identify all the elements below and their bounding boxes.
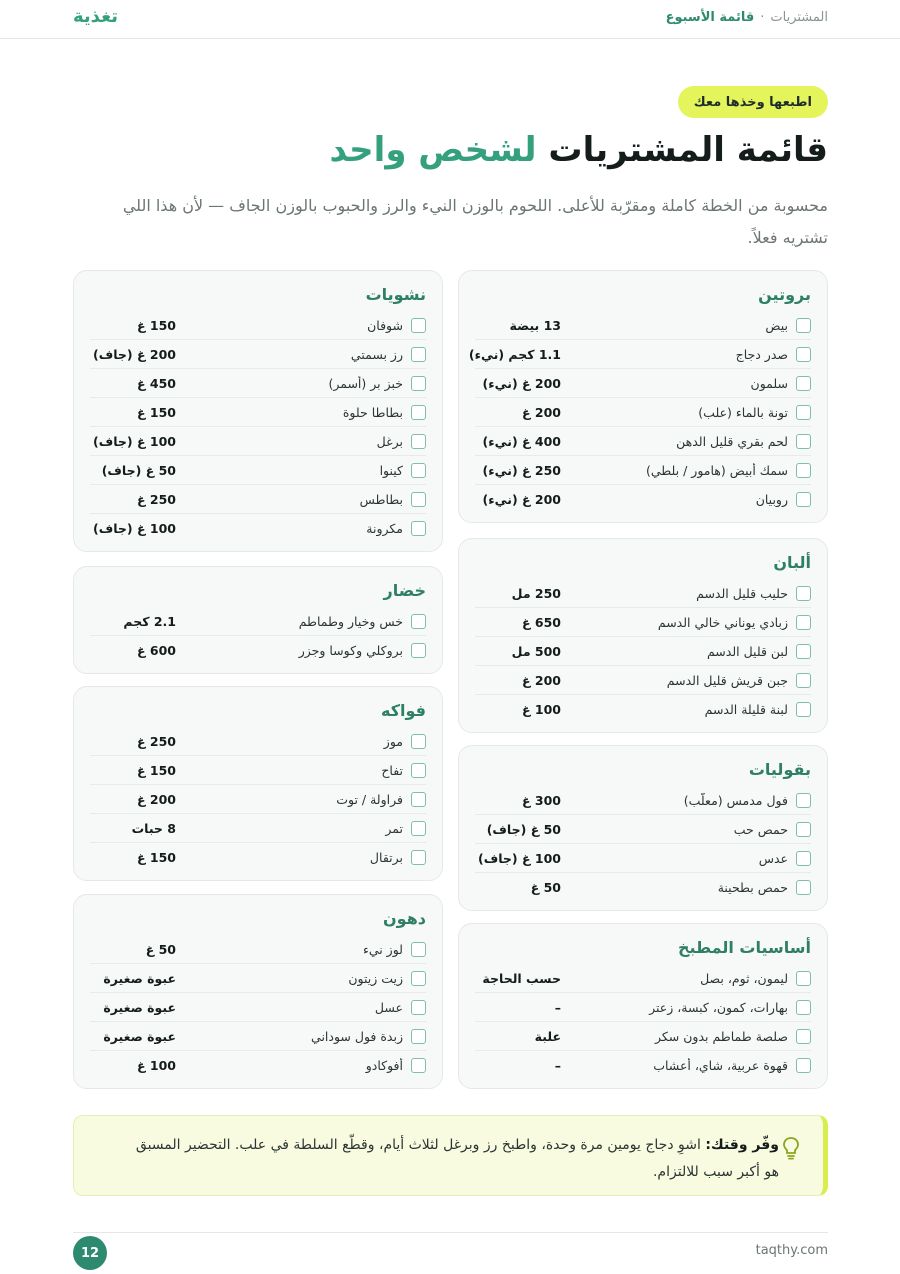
list-item (90, 340, 426, 369)
item-name: تونة بالماء (علب) (698, 404, 788, 420)
list-item (475, 311, 811, 340)
item-quantity: 13 بيضة (509, 317, 561, 333)
section-title: بقوليات (748, 760, 811, 779)
item-checkbox[interactable] (796, 644, 811, 659)
item-checkbox[interactable] (411, 521, 426, 536)
item-quantity: عبوة صغيرة (103, 999, 176, 1015)
item-name: زبادي يوناني خالي الدسم (657, 614, 788, 630)
list-item (90, 785, 426, 814)
item-quantity: 200 غ (137, 791, 176, 807)
breadcrumb (666, 10, 828, 25)
list-item (90, 427, 426, 456)
lightbulb-icon (781, 1136, 801, 1160)
item-name: فول مدمس (معلّب) (683, 792, 788, 808)
item-checkbox[interactable] (411, 492, 426, 507)
item-quantity: 50 غ (530, 880, 561, 895)
item-checkbox[interactable] (796, 851, 811, 866)
item-checkbox[interactable] (796, 318, 811, 333)
breadcrumb-current: قائمة الأسبوع (665, 10, 755, 25)
item-checkbox[interactable] (411, 792, 426, 807)
list-item (475, 873, 811, 902)
item-name: برغل (376, 433, 403, 449)
section-pantry (458, 923, 828, 1089)
item-name: تمر (385, 820, 403, 836)
list-item (475, 427, 811, 456)
item-checkbox[interactable] (411, 405, 426, 420)
item-checkbox[interactable] (796, 673, 811, 688)
section-title: فواكه (381, 701, 426, 720)
tip-lead: وفّر وقتك: (705, 1137, 779, 1153)
list-item (475, 579, 811, 608)
item-name: خس وخيار وطماطم (298, 613, 403, 629)
item-quantity: 100 غ (137, 1058, 176, 1073)
breadcrumb-parent[interactable]: المشتريات (770, 10, 828, 25)
item-name: عسل (374, 999, 403, 1015)
item-checkbox[interactable] (796, 1029, 811, 1044)
item-checkbox[interactable] (411, 376, 426, 391)
list-item (475, 815, 811, 844)
list-item (475, 398, 811, 427)
page-number: 12 (73, 1236, 107, 1270)
list-item (475, 1051, 811, 1080)
item-checkbox[interactable] (796, 880, 811, 895)
item-quantity: 250 مل (511, 585, 561, 601)
item-name: تفاح (381, 762, 403, 778)
item-checkbox[interactable] (411, 942, 426, 957)
item-name: روبيان (755, 492, 788, 507)
item-checkbox[interactable] (796, 586, 811, 601)
item-name: لحم بقري قليل الدهن (676, 433, 788, 449)
item-quantity: 250 غ (137, 491, 176, 507)
list-item (90, 485, 426, 514)
item-quantity: 250 غ (نيء) (482, 462, 561, 478)
item-name: لوز نيء (362, 941, 403, 957)
item-checkbox[interactable] (411, 463, 426, 478)
top-bar (0, 0, 900, 39)
list-item (475, 1022, 811, 1051)
section-title: خضار (383, 581, 426, 600)
list-item (475, 786, 811, 815)
item-name: أفوكادو (365, 1058, 403, 1073)
breadcrumb-separator: · (760, 10, 765, 25)
tip-body: اشوِ دجاج يومين مرة وحدة، واطبخ رز وبرغل لثلاث أيام، وقطّع السلطة في علب. التحضير المسبق هو أكبر سبب للالتزام. (135, 1137, 779, 1180)
item-quantity: 100 غ (522, 702, 561, 717)
item-checkbox[interactable] (796, 615, 811, 630)
item-name: زبدة فول سوداني (311, 1028, 403, 1044)
list-item (475, 964, 811, 993)
list-item (475, 666, 811, 695)
item-quantity: – (554, 999, 561, 1015)
item-quantity: 2.1 كجم (123, 613, 176, 629)
item-quantity: 150 غ (137, 404, 176, 420)
list-item (90, 964, 426, 993)
item-quantity: 200 غ (نيء) (482, 375, 561, 391)
section-vegetables (73, 566, 443, 674)
list-item (475, 993, 811, 1022)
item-name: صلصة طماطم بدون سكر (655, 1028, 788, 1044)
item-checkbox[interactable] (796, 463, 811, 478)
item-quantity: 450 غ (137, 375, 176, 391)
item-quantity: 200 غ (نيء) (482, 492, 561, 507)
item-checkbox[interactable] (411, 318, 426, 333)
item-name: صدر دجاج (735, 346, 788, 362)
list-item (90, 636, 426, 665)
footer-site[interactable]: taqthy.com (755, 1243, 828, 1258)
item-checkbox[interactable] (796, 492, 811, 507)
item-name: حمص حب (733, 821, 788, 837)
item-name: رز بسمتي (350, 346, 403, 362)
item-quantity: 650 غ (522, 614, 561, 630)
item-checkbox[interactable] (411, 971, 426, 986)
section-legumes (458, 745, 828, 911)
list-item (90, 1051, 426, 1080)
item-quantity: – (554, 1058, 561, 1073)
item-quantity: عبوة صغيرة (103, 1028, 176, 1044)
item-name: فراولة / توت (336, 791, 403, 807)
item-checkbox[interactable] (411, 434, 426, 449)
item-quantity: 1.1 كجم (نيء) (468, 346, 561, 362)
item-quantity: 8 حبات (131, 820, 176, 836)
item-name: ليمون، ثوم، بصل (700, 970, 788, 986)
item-name: سلمون (750, 375, 788, 391)
list-item (90, 843, 426, 872)
page-title (330, 130, 828, 170)
item-name: مكرونة (366, 521, 403, 536)
section-fruits (73, 686, 443, 881)
list-item (90, 607, 426, 636)
list-item (475, 695, 811, 724)
item-checkbox[interactable] (796, 376, 811, 391)
item-name: بطاطس (359, 491, 403, 507)
item-checkbox[interactable] (411, 614, 426, 629)
section-title: دهون (383, 909, 426, 928)
item-quantity: 100 غ (جاف) (478, 850, 561, 866)
item-name: جبن قريش قليل الدسم (666, 672, 788, 688)
list-item (90, 993, 426, 1022)
section-title: أساسيات المطبخ (677, 938, 811, 957)
item-quantity: 200 غ (522, 404, 561, 420)
item-name: قهوة عربية، شاي، أعشاب (653, 1058, 788, 1073)
print-badge: اطبعها وخذها معك (678, 86, 828, 118)
item-name: موز (383, 733, 403, 749)
item-checkbox[interactable] (796, 793, 811, 808)
item-checkbox[interactable] (796, 971, 811, 986)
item-name: خبز بر (أسمر) (328, 375, 403, 391)
item-quantity: 400 غ (نيء) (482, 433, 561, 449)
item-quantity: 150 غ (137, 762, 176, 778)
section-title: ألبان (773, 553, 811, 572)
item-quantity: حسب الحاجة (482, 970, 561, 986)
item-checkbox[interactable] (411, 763, 426, 778)
item-quantity: 100 غ (جاف) (93, 433, 176, 449)
section-fats (73, 894, 443, 1089)
title-accent: لشخص واحد (329, 130, 537, 170)
list-item (468, 340, 811, 369)
section-protein (458, 270, 828, 523)
item-quantity: 250 غ (137, 733, 176, 749)
list-item (90, 756, 426, 785)
item-checkbox[interactable] (411, 347, 426, 362)
list-item (475, 844, 811, 873)
item-checkbox[interactable] (411, 1000, 426, 1015)
item-name: برتقال (369, 850, 403, 865)
item-name: لبنة قليلة الدسم (704, 702, 788, 717)
list-item (90, 514, 426, 543)
item-name: زيت زيتون (348, 970, 403, 986)
list-item (90, 398, 426, 427)
item-quantity: 500 مل (511, 643, 561, 659)
item-checkbox[interactable] (411, 643, 426, 658)
item-checkbox[interactable] (796, 347, 811, 362)
item-checkbox[interactable] (796, 822, 811, 837)
item-name: بطاطا حلوة (342, 404, 403, 420)
item-name: حليب قليل الدسم (696, 585, 788, 601)
brand-logo: تغذية (73, 6, 118, 27)
list-item (90, 311, 426, 340)
item-quantity: 100 غ (جاف) (93, 521, 176, 536)
item-name: بيض (765, 317, 788, 333)
item-name: عدس (758, 850, 788, 866)
list-item (90, 369, 426, 398)
item-quantity: 150 غ (137, 317, 176, 333)
item-name: بروكلي وكوسا وجزر (298, 643, 403, 658)
list-item (90, 1022, 426, 1051)
title-main: قائمة المشتريات (548, 130, 828, 170)
item-quantity: 50 غ (جاف) (486, 821, 561, 837)
item-name: حمص بطحينة (717, 880, 788, 895)
item-checkbox[interactable] (796, 1000, 811, 1015)
list-item (475, 637, 811, 666)
item-quantity: 200 غ (522, 672, 561, 688)
item-quantity: علبة (534, 1028, 561, 1044)
list-item (90, 814, 426, 843)
section-title: بروتين (758, 285, 811, 304)
list-item (475, 456, 811, 485)
item-name: كينوا (379, 462, 403, 478)
item-checkbox[interactable] (796, 1058, 811, 1073)
section-title: نشويات (365, 285, 426, 304)
list-item (90, 935, 426, 964)
list-item (90, 456, 426, 485)
list-item (90, 727, 426, 756)
tip-text (134, 1132, 803, 1186)
item-quantity: 150 غ (137, 850, 176, 865)
item-checkbox[interactable] (796, 405, 811, 420)
item-name: شوفان (367, 317, 403, 333)
item-quantity: عبوة صغيرة (103, 970, 176, 986)
item-checkbox[interactable] (411, 1029, 426, 1044)
tip-box (73, 1115, 828, 1196)
item-quantity: 300 غ (522, 792, 561, 808)
item-quantity: 50 غ (جاف) (101, 462, 176, 478)
item-checkbox[interactable] (796, 702, 811, 717)
section-dairy (458, 538, 828, 733)
list-item (475, 369, 811, 398)
section-carbs (73, 270, 443, 552)
item-quantity: 600 غ (137, 643, 176, 658)
item-checkbox[interactable] (411, 734, 426, 749)
item-checkbox[interactable] (411, 821, 426, 836)
item-checkbox[interactable] (796, 434, 811, 449)
page-subtitle: محسوبة من الخطة كاملة ومقرّبة للأعلى. اللحوم بالوزن النيء والرز والحبوب بالوزن الجاف — لأن هذا اللي تشتريه فعلاً. (122, 196, 828, 247)
item-checkbox[interactable] (411, 1058, 426, 1073)
item-checkbox[interactable] (411, 850, 426, 865)
footer-divider (73, 1232, 828, 1233)
item-quantity: 200 غ (جاف) (93, 346, 176, 362)
item-name: سمك أبيض (هامور / بلطي) (645, 462, 788, 478)
item-name: بهارات، كمون، كبسة، زعتر (649, 999, 788, 1015)
item-name: لبن قليل الدسم (706, 643, 788, 659)
list-item (475, 485, 811, 514)
list-item (475, 608, 811, 637)
item-quantity: 50 غ (145, 941, 176, 957)
